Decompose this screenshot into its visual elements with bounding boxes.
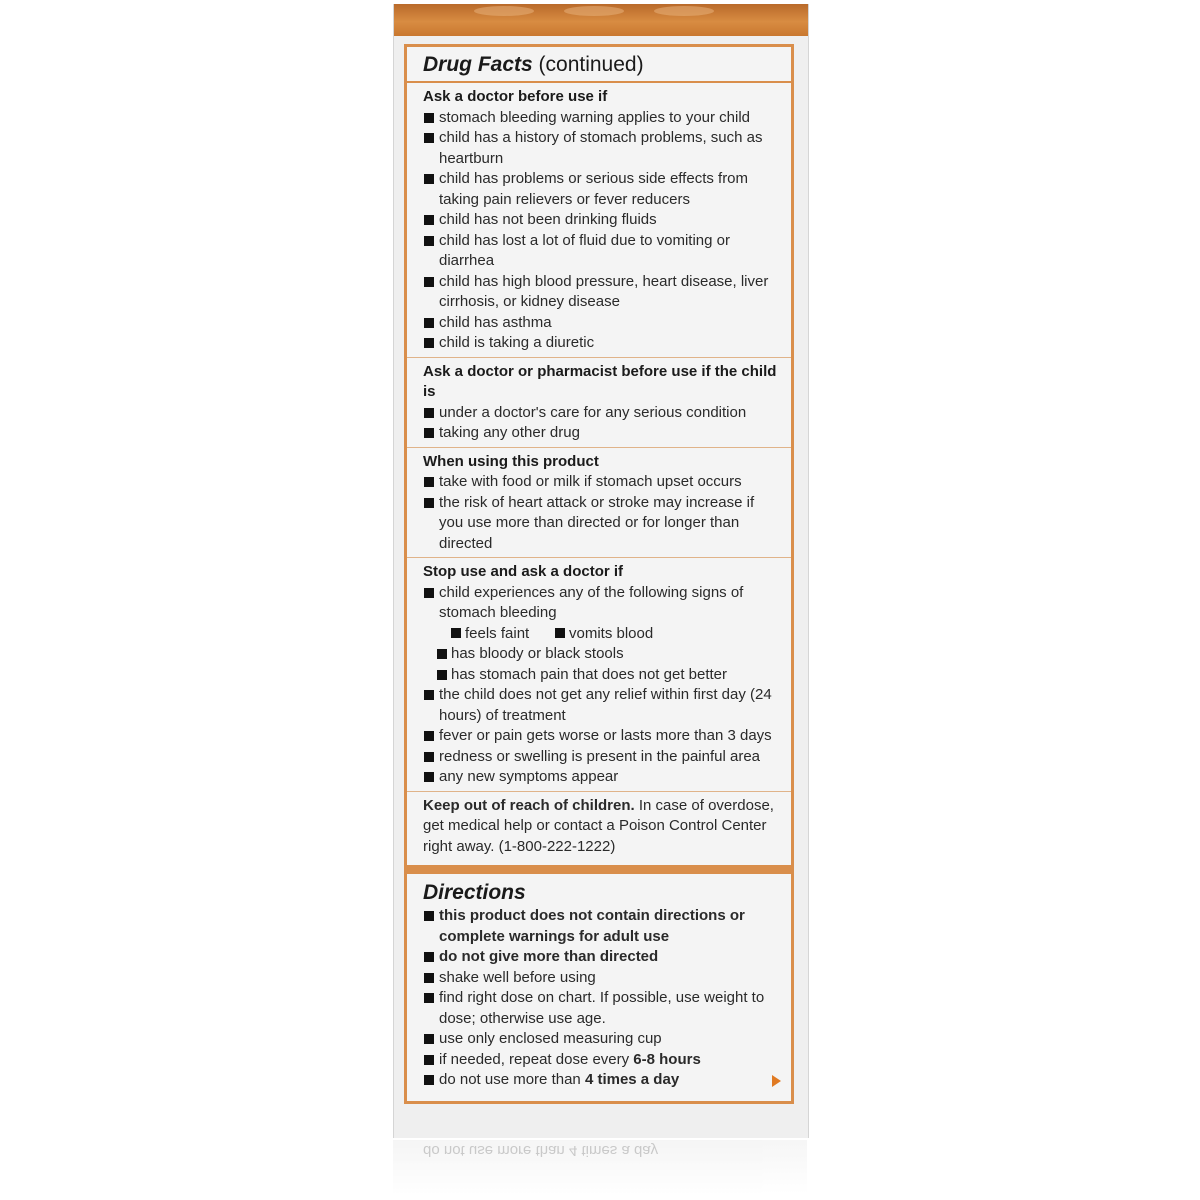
- list-item: child has problems or serious side effects from taking pain relievers or fever reducers: [423, 169, 777, 210]
- list-item: fever or pain gets worse or lasts more than 3 days: [423, 726, 777, 747]
- drug-facts-panel: [404, 44, 794, 868]
- directions-panel: [404, 868, 794, 1104]
- list-item: child has not been drinking fluids: [423, 210, 777, 231]
- arrow-right-icon: [772, 1075, 781, 1087]
- direction-item: this product does not contain directions or complete warnings for adult use: [423, 906, 777, 947]
- direction-item: find right dose on chart. If possible, use weight to dose; otherwise use age.: [423, 988, 777, 1029]
- list-item: child has high blood pressure, heart disease, liver cirrhosis, or kidney disease: [423, 272, 777, 313]
- sub-list-item: has bloody or black stools: [423, 644, 777, 665]
- list-item: the risk of heart attack or stroke may increase if you use more than directed or for longer than directed: [423, 493, 777, 555]
- section-heading: When using this product: [423, 452, 599, 470]
- drug-facts-title: Drug Facts (continued): [423, 53, 644, 76]
- list-item: child experiences any of the following signs of stomach bleeding: [423, 583, 777, 624]
- list-item: take with food or milk if stomach upset occurs: [423, 472, 777, 493]
- section-heading: Ask a doctor before use if: [423, 88, 608, 105]
- direction-item: use only enclosed measuring cup: [423, 1029, 777, 1050]
- list-item: child has asthma: [423, 313, 777, 334]
- section-heading: Ask a doctor or pharmacist before use if the child is: [423, 362, 777, 400]
- list-item: child is taking a diuretic: [423, 333, 777, 354]
- list-item: child has a history of stomach problems, such as heartburn: [423, 128, 777, 169]
- box-reflection: [393, 1140, 807, 1200]
- direction-item: if needed, repeat dose every 6-8 hours: [423, 1050, 777, 1071]
- sub-list-item: vomits blood: [569, 624, 654, 642]
- sub-list-row: [423, 624, 777, 645]
- list-item: stomach bleeding warning applies to your child: [423, 108, 777, 129]
- direction-item: do not use more than 4 times a day: [423, 1070, 777, 1091]
- list-item: under a doctor's care for any serious condition: [423, 403, 777, 424]
- sub-list-item: has stomach pain that does not get better: [423, 665, 777, 686]
- directions-title: Directions: [423, 881, 526, 904]
- box-top-band: [394, 4, 808, 36]
- list-item: redness or swelling is present in the painful area: [423, 747, 777, 768]
- direction-item: do not give more than directed: [423, 947, 777, 968]
- list-item: any new symptoms appear: [423, 767, 777, 788]
- product-box-side-panel: [393, 4, 809, 1138]
- keep-out-notice: Keep out of reach of children. In case of overdose, get medical help or contact a Poison Control Center right away. (1-800-222-1222): [423, 796, 774, 855]
- reflection-text: do not use more than 4 times a day: [423, 1142, 659, 1159]
- direction-item: shake well before using: [423, 968, 777, 989]
- sub-list-item: feels faint: [465, 624, 530, 642]
- list-item: the child does not get any relief within first day (24 hours) of treatment: [423, 685, 777, 726]
- list-item: child has lost a lot of fluid due to vomiting or diarrhea: [423, 231, 777, 272]
- list-item: taking any other drug: [423, 423, 777, 444]
- section-heading: Stop use and ask a doctor if: [423, 563, 624, 580]
